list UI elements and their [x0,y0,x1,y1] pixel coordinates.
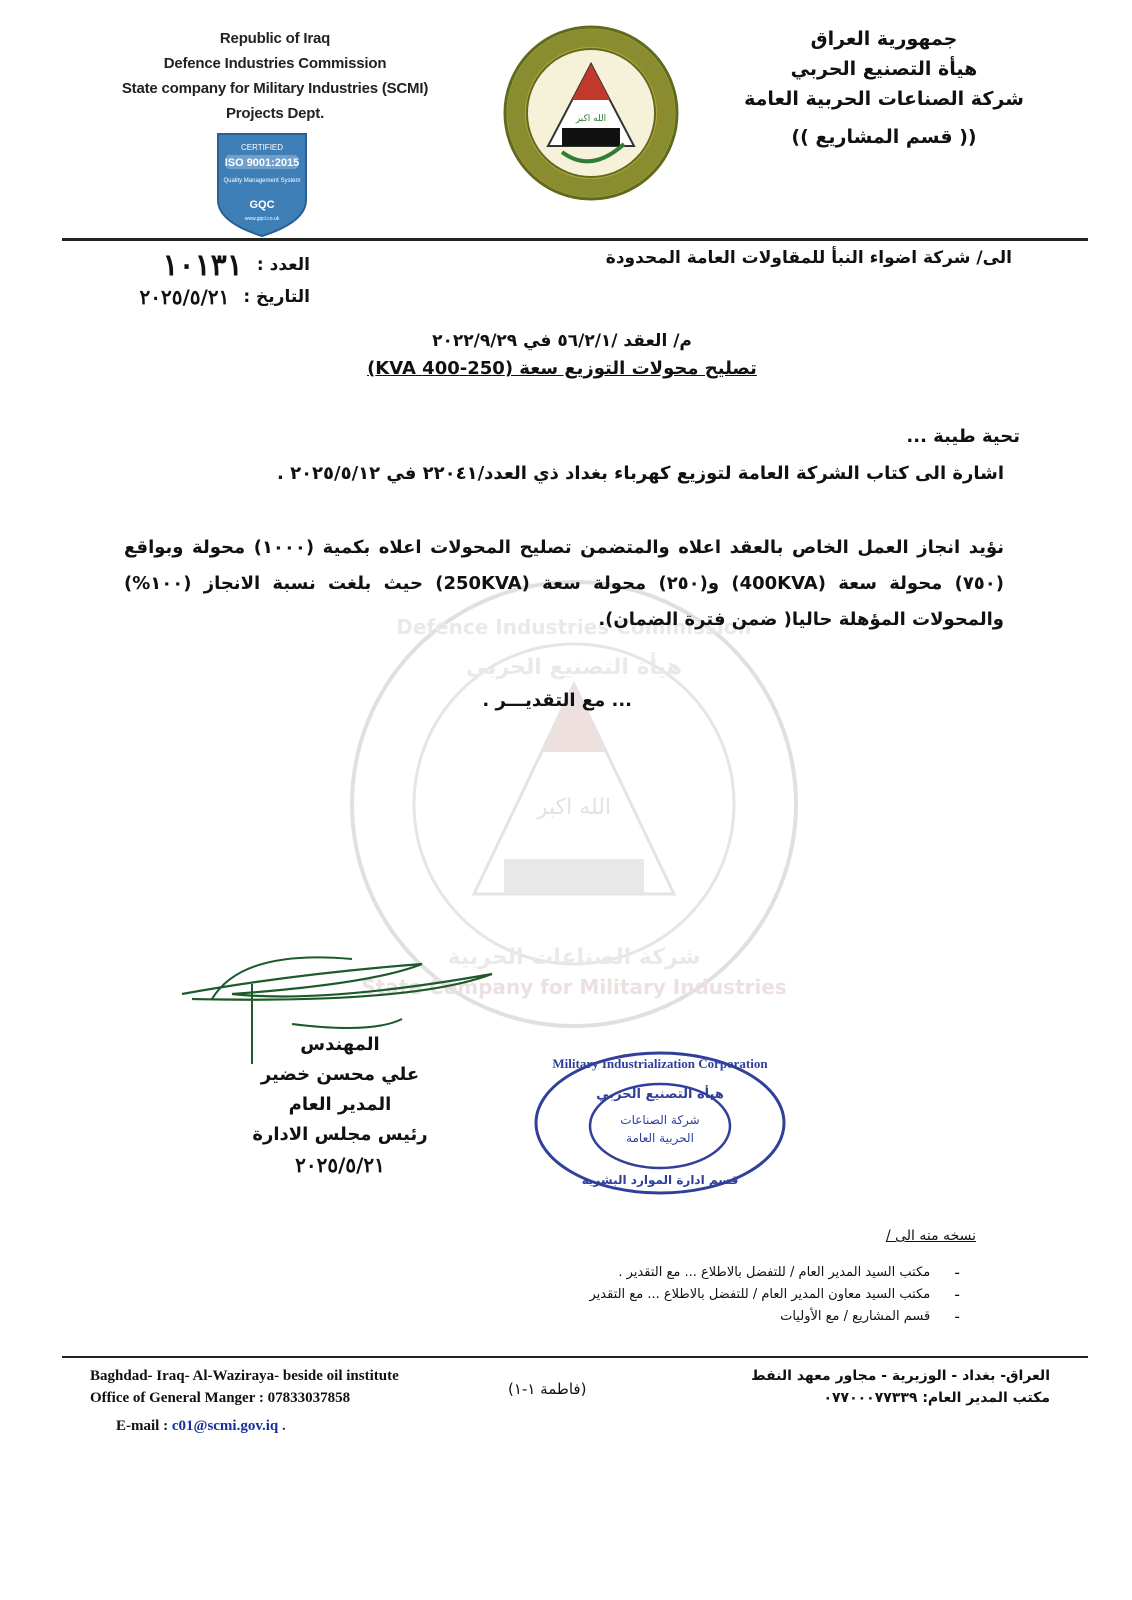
subject-block [332,328,792,384]
commission-seal-logo [502,24,680,202]
closing-line: ... مع التقديـــر . [482,690,632,711]
letterhead-commission: Defence Industries Commission [163,55,387,72]
letterhead-department-ar: (( قسم المشاريع )) [791,126,977,148]
number-label: العدد : [256,255,310,275]
signatory-name: علي محسن خضير [260,1064,420,1085]
reference-block [70,247,310,314]
signature-date-handwritten: ٢٠٢٥/٥/٢١ [295,1153,385,1177]
letterhead-commission-ar: هيأة التصنيع الحربي [790,58,978,80]
arabic-letterhead [724,24,1044,152]
copy-item: - قسم المشاريع / مع الأوليات [780,1307,960,1326]
svg-text:Quality Management System: Quality Management System [223,178,301,184]
copies-heading: نسخه منه الى / [885,1228,976,1244]
english-letterhead [90,26,460,126]
svg-text:GQC: GQC [249,199,275,211]
email-link[interactable]: c01@scmi.gov.iq . [171,1418,286,1434]
letterhead-company: State company for Military Industries (SCMI) [121,80,429,97]
copy-item: - مكتب السيد معاون المدير العام / للتفضل بالاطلاع ... مع التقدير [589,1285,960,1304]
iso-certification-badge [214,130,310,238]
email-label: E-mail : [116,1418,169,1434]
footer-english-office: Office of General Manger : 07833037858 [90,1390,351,1406]
signatory-role: المدير العام [288,1094,392,1115]
addressee-line: الى/ شركة اضواء النبأ للمقاولات العامة المحدودة [605,248,1012,268]
subject-title: تصليح محولات التوزيع سعة (250-400 KVA) [367,358,757,379]
greeting: تحية طيبة ... [906,426,1020,447]
svg-text:الحربية العامة: الحربية العامة [626,1131,694,1145]
signatory-role-2: رئيس مجلس الادارة [252,1124,428,1145]
letterhead-company-ar: شركة الصناعات الحربية العامة [744,88,1024,110]
svg-text:الله اكبر: الله اكبر [536,795,612,820]
footer-arabic-office: مكتب المدير العام: ٠٧٧٠٠٠٧٧٣٣٩ [823,1390,1050,1406]
copies-list [440,1262,960,1328]
number-value-handwritten: ١٠١٣١ [162,247,243,283]
body-paragraph-1: اشارة الى كتاب الشركة العامة لتوزيع كهرباء بغداد ذي العدد/٢٢٠٤١ في ٢٠٢٥/٥/١٢ . [276,463,1004,484]
signatory-title: المهندس [300,1034,380,1055]
svg-text:قسم ادارة الموارد البشرية: قسم ادارة الموارد البشرية [581,1173,739,1187]
svg-text:ISO 9001:2015: ISO 9001:2015 [224,157,300,169]
date-value-handwritten: ٢٠٢٥/٥/٢١ [139,285,230,309]
svg-text:State Company for Military Ind: State Company for Military Industries [361,975,787,999]
svg-text:شركة الصناعات: شركة الصناعات [620,1113,700,1127]
svg-text:الله اكبر: الله اكبر [575,114,607,124]
date-label: التاريخ : [243,287,310,307]
body-paragraph-2: نؤيد انجاز العمل الخاص بالعقد اعلاه والمتضمن تصليح المحولات اعلاه بكمية (١٠٠٠) محولة وبواقع (٧٥٠) محولة سعة (400KVA) و(٢٥٠) محولة سعة (250KVA) حيث بلغت نسبة الانجاز (١٠٠%) والمحولات المؤهلة حاليا( ضمن فترة الضمان). [124,537,1005,630]
footer-divider [62,1356,1088,1358]
letterhead-department: Projects Dept. [225,105,325,122]
svg-text:www.gqcl.co.uk: www.gqcl.co.uk [244,216,280,222]
svg-text:Defence Industries Commission: Defence Industries Commission [396,615,752,639]
svg-text:Military Industrialization Cor: Military Industrialization Corporation [552,1056,768,1071]
copy-item: - مكتب السيد المدير العام / للتفضل بالاطلاع ... مع التقدير . [618,1263,960,1282]
letterhead-country-ar: جمهورية العراق [810,28,958,50]
svg-text:هيأة التصنيع الحربي: هيأة التصنيع الحربي [596,1087,724,1102]
footer-arabic-address: العراق- بغداد - الوزيرية - مجاور معهد النفط [751,1368,1050,1384]
typist-reference: (فاطمة ١-١) [508,1380,587,1398]
header-divider [62,238,1088,241]
hr-department-stamp [530,1048,790,1198]
contract-reference: م/ العقد /٥٦/٢/١ في ٢٠٢٢/٩/٢٩ [432,331,692,351]
signatory-block [240,1030,440,1180]
svg-text:CERTIFIED: CERTIFIED [240,143,284,152]
svg-text:شركة الصناعات الحربية: شركة الصناعات الحربية [447,945,701,970]
footer-english-address: Baghdad- Iraq- Al-Waziraya- beside oil institute [90,1368,399,1384]
svg-text:هيأة التصنيع الحربي: هيأة التصنيع الحربي [465,655,683,680]
footer-email [116,1418,286,1435]
letterhead-country: Republic of Iraq [219,30,331,47]
